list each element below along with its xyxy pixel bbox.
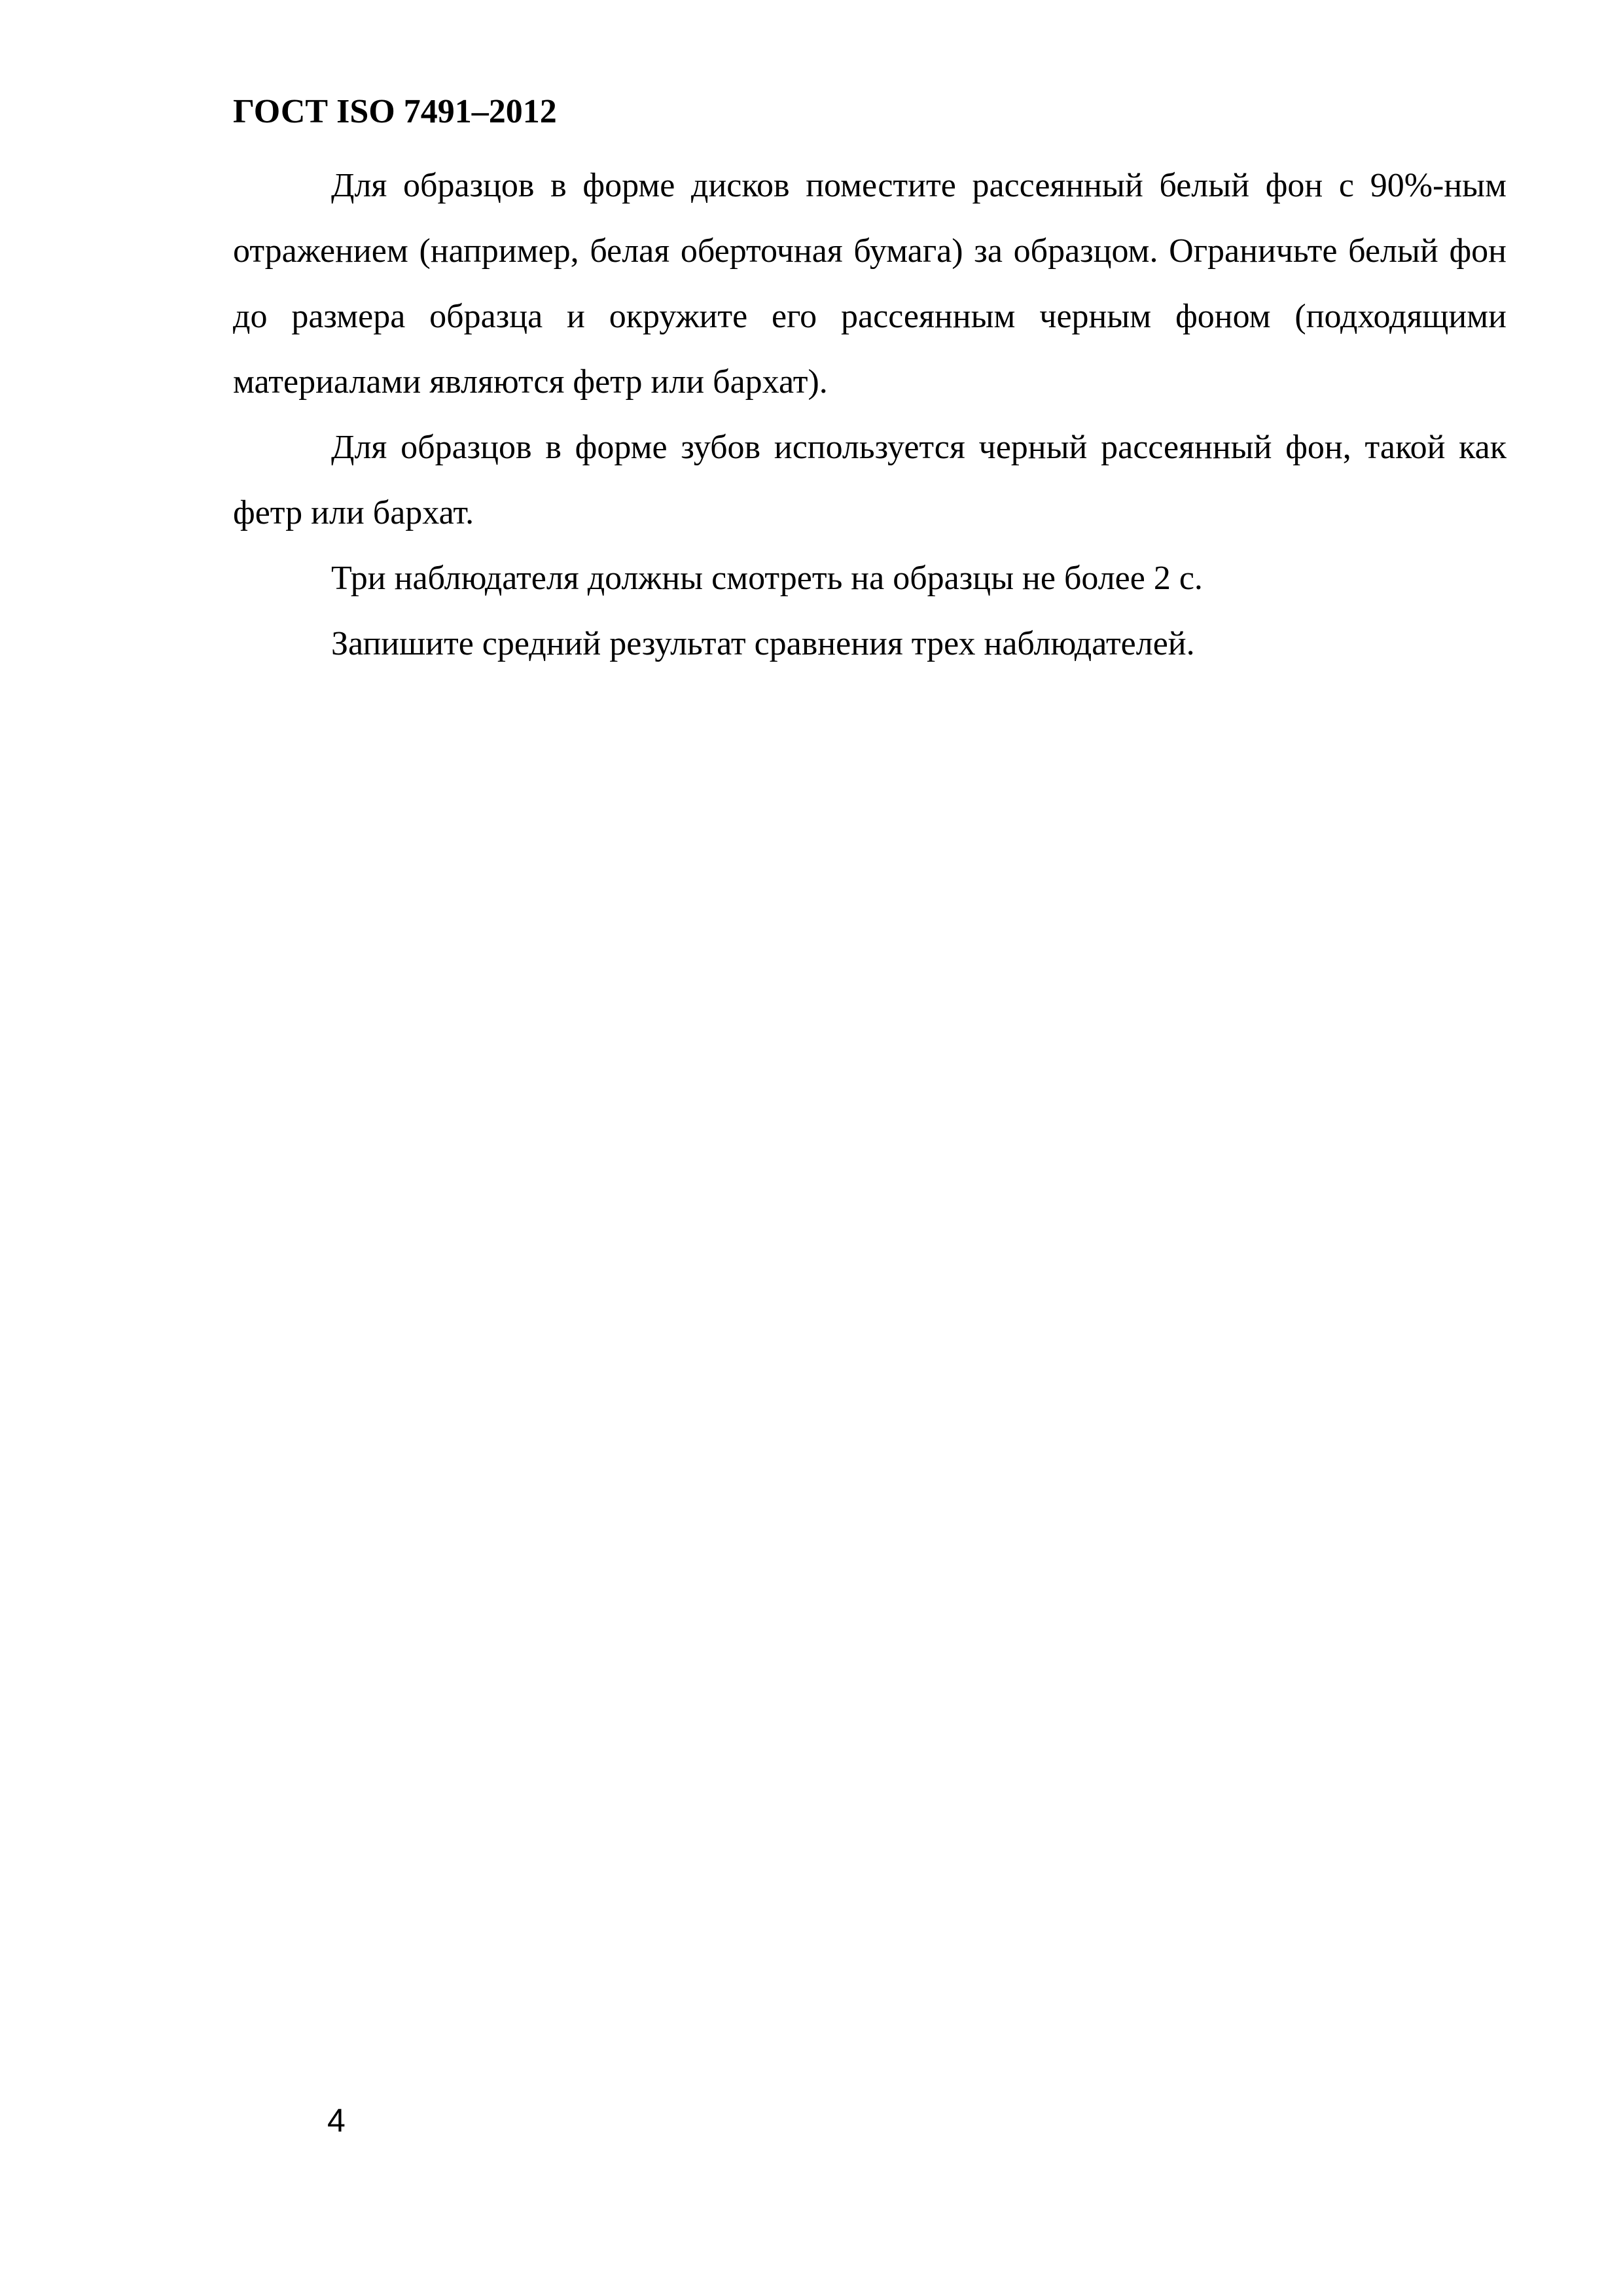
paragraph-observers: Три наблюдателя должны смотреть на образцы не более 2 с. <box>331 560 1203 597</box>
page-number: 4 <box>327 2102 346 2139</box>
document-body <box>233 153 1507 677</box>
paragraph-tooth-samples: Для образцов в форме зубов используется черный рассеянный фон, такой как фетр или бархат. <box>233 429 1507 531</box>
document-code-header: ГОСТ ISO 7491–2012 <box>233 93 557 130</box>
paragraph-disc-samples: Для образцов в форме дисков поместите рассеянный белый фон с 90%-ным отражением (например, белая оберточная бумага) за образцом. Ограничьте белый фон до размера образца и окружите его рассеянным черным фоном (подходящими материалами являются фетр или бархат). <box>233 167 1507 401</box>
paragraph-record-result: Запишите средний результат сравнения трех наблюдателей. <box>331 625 1195 662</box>
